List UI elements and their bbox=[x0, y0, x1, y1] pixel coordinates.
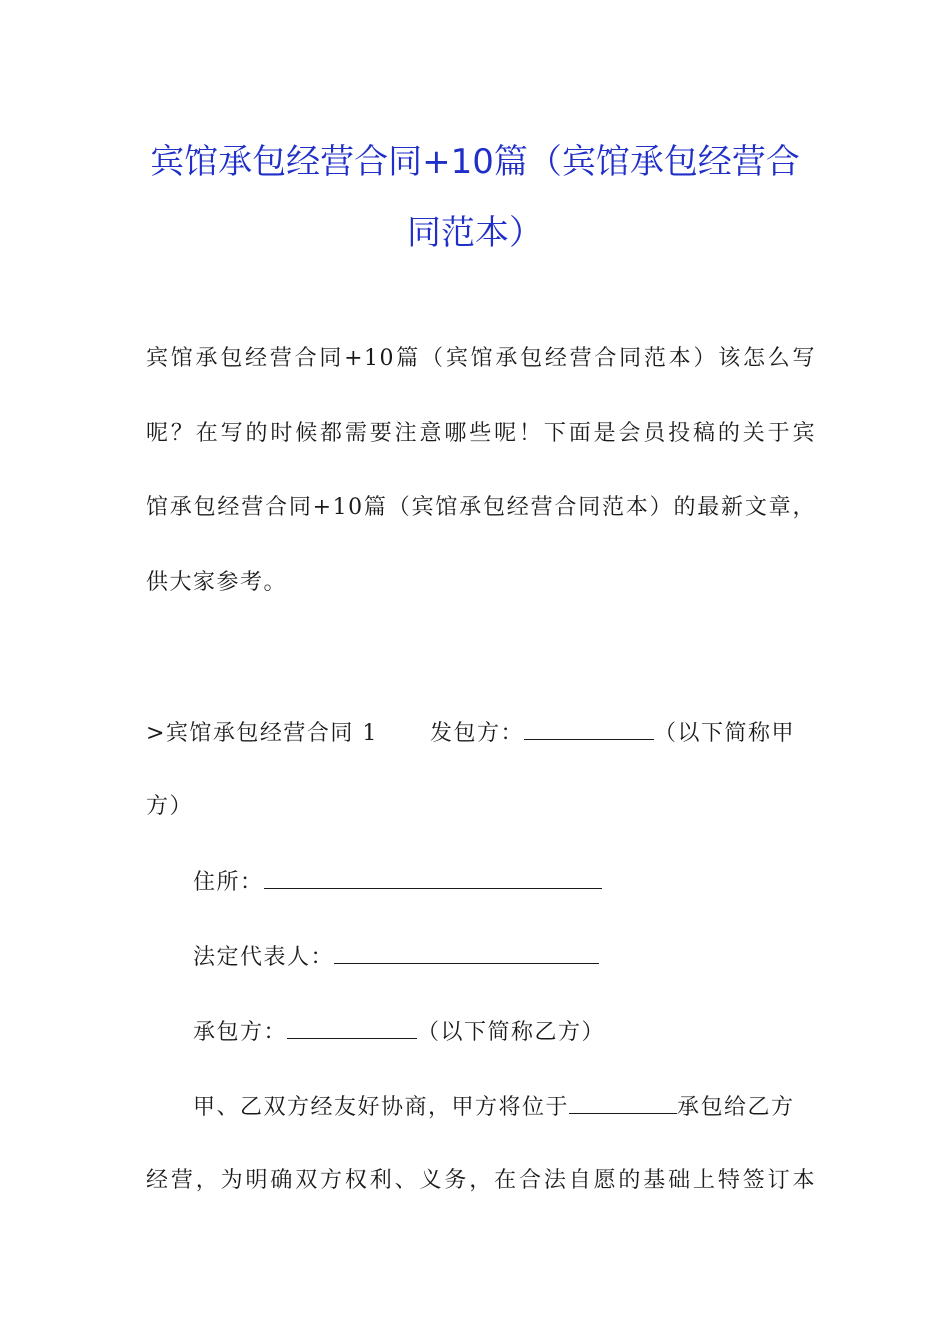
document-title-line-2: 同范本） bbox=[407, 213, 543, 253]
party-a-suffix-line: 方） bbox=[146, 794, 194, 819]
legal-rep-label: 法定代表人： bbox=[193, 945, 335, 970]
intro-line-2: 呢？在写的时候都需要注意哪些呢！下面是会员投稿的关于宾 bbox=[146, 421, 816, 446]
legal-rep-blank bbox=[334, 941, 599, 964]
party-a-label: 发包方： bbox=[429, 721, 524, 746]
party-b-suffix: （以下简称乙方） bbox=[417, 1020, 606, 1045]
body-line-2: 经营，为明确双方权利、义务，在合法自愿的基础上特签订本 bbox=[146, 1168, 816, 1193]
address-line bbox=[193, 866, 816, 898]
party-a-blank bbox=[524, 717, 654, 740]
body-line-1 bbox=[193, 1091, 816, 1123]
body-line-1-post: 承包给乙方 bbox=[677, 1095, 795, 1120]
address-label: 住所： bbox=[193, 870, 264, 895]
location-blank bbox=[569, 1091, 677, 1114]
body-line-1-pre: 甲、乙双方经友好协商，甲方将位于 bbox=[193, 1095, 570, 1120]
document-title-line-1: 宾馆承包经营合同+10篇（宾馆承包经营合 bbox=[150, 142, 800, 182]
party-a-suffix: （以下简称甲 bbox=[653, 721, 795, 746]
intro-line-1: 宾馆承包经营合同+10篇（宾馆承包经营合同范本）该怎么写 bbox=[146, 346, 816, 371]
party-b-label: 承包方： bbox=[193, 1020, 288, 1045]
party-b-blank bbox=[287, 1016, 417, 1039]
contract-heading: >宾馆承包经营合同 1 bbox=[146, 721, 378, 746]
party-b-line bbox=[193, 1016, 816, 1048]
contract-heading-line bbox=[146, 717, 816, 749]
intro-line-4: 供大家参考。 bbox=[146, 570, 288, 595]
address-blank bbox=[264, 866, 602, 889]
legal-rep-line bbox=[193, 941, 816, 973]
intro-line-3: 馆承包经营合同+10篇（宾馆承包经营合同范本）的最新文章， bbox=[146, 495, 816, 520]
